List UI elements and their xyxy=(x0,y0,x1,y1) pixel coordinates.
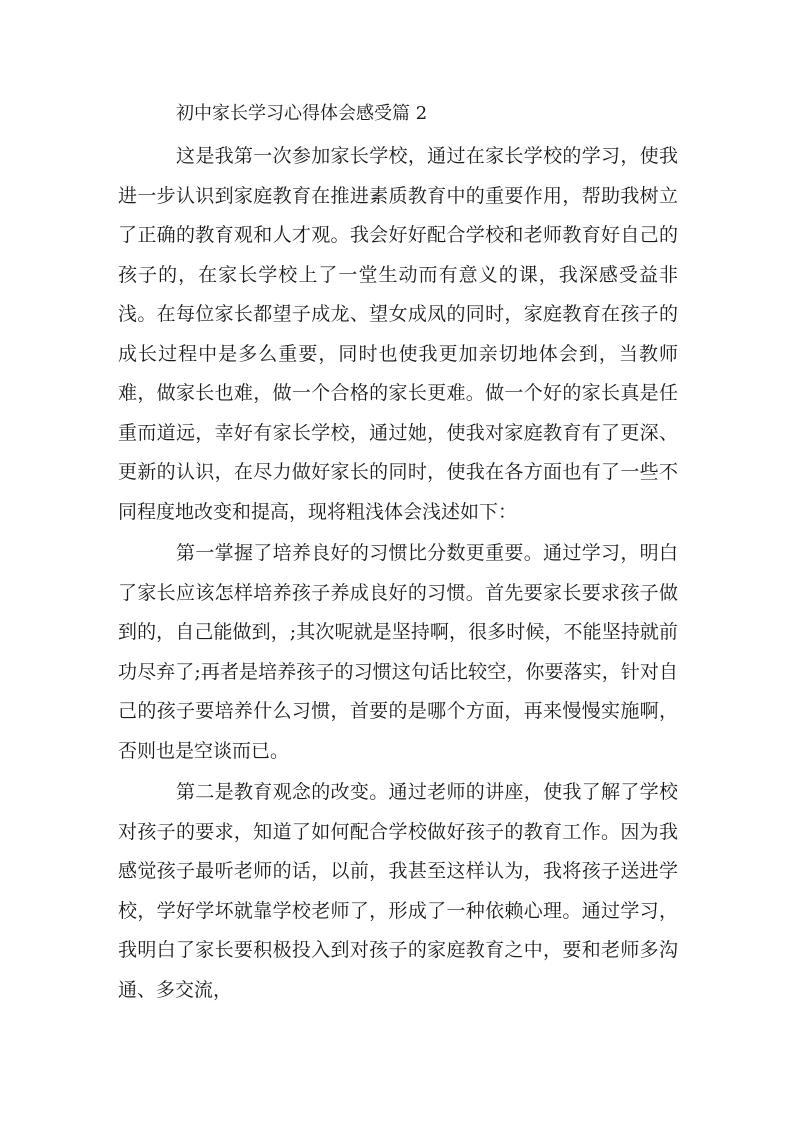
document-page xyxy=(118,95,678,1010)
paragraph-point-two: 第二是教育观念的改变。通过老师的讲座，使我了解了学校对孩子的要求，知道了如何配合学校做好孩子的教育工作。因为我感觉孩子最听老师的话，以前，我甚至这样认为，我将孩子送进学校，学好学坏就靠学校老师了，形成了一种依赖心理。通过学习，我明白了家长要积极投入到对孩子的家庭教育之中，要和老师多沟通、多交流， xyxy=(118,781,678,1001)
paragraph-point-one: 第一掌握了培养良好的习惯比分数更重要。通过学习，明白了家长应该怎样培养孩子养成良好的习惯。首先要家长要求孩子做到的，自己能做到，;其次呢就是坚持啊，很多时候，不能坚持就前功尽弃了;再者是培养孩子的习惯这句话比较空，你要落实，针对自己的孩子要培养什么习惯，首要的是哪个方面，再来慢慢实施啊，否则也是空谈而已。 xyxy=(118,542,678,762)
paragraph-intro: 这是我第一次参加家长学校，通过在家长学校的学习，使我进一步认识到家庭教育在推进素质教育中的重要作用，帮助我树立了正确的教育观和人才观。我会好好配合学校和老师教育好自己的孩子的，在家长学校上了一堂生动而有意义的课，我深感受益非浅。在每位家长都望子成龙、望女成凤的同时，家庭教育在孩子的成长过程中是多么重要，同时也使我更加亲切地体会到，当教师难，做家长也难，做一个合格的家长更难。做一个好的家长真是任重而道远，幸好有家长学校，通过她，使我对家庭教育有了更深、更新的认识，在尽力做好家长的同时，使我在各方面也有了一些不同程度地改变和提高，现将粗浅体会浅述如下： xyxy=(118,145,678,523)
document-title: 初中家长学习心得体会感受篇 2 xyxy=(176,103,428,124)
